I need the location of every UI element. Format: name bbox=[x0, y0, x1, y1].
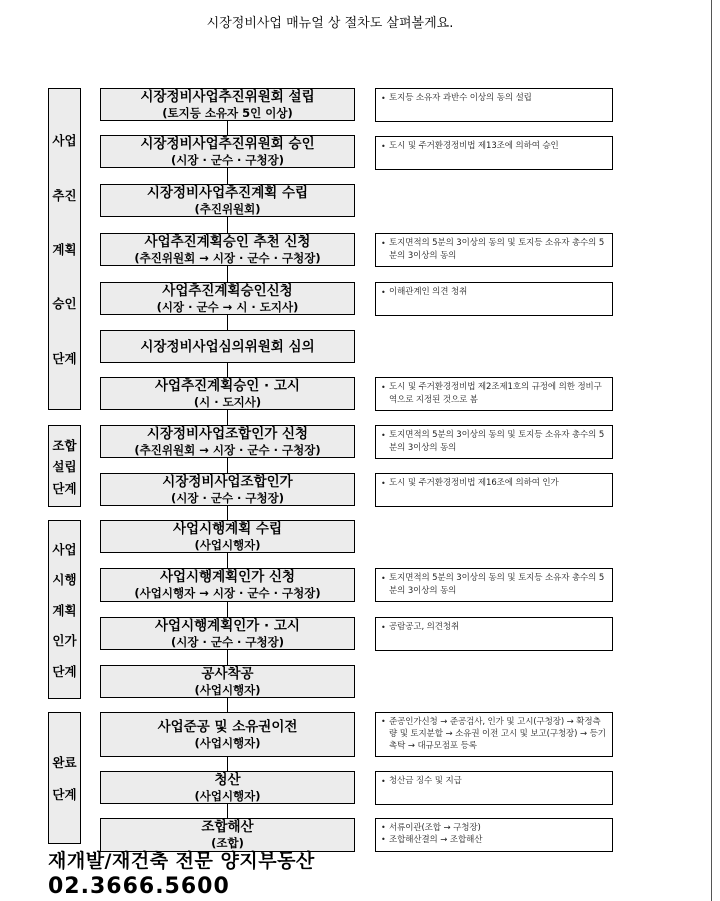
stage-line: 사업 bbox=[52, 541, 77, 557]
stage-line: 단계 bbox=[52, 663, 77, 679]
page-edge-line bbox=[711, 0, 712, 901]
note-item: • 토지면적의 5분의 3이상의 동의 및 토지등 소유자 총수의 5분의 3이상의 동의 bbox=[389, 572, 608, 598]
note-item: • 토지면적의 5분의 3이상의 동의 및 토지등 소유자 총수의 5분의 3이상의 동의 bbox=[389, 237, 608, 263]
note-item: • 공람공고, 의견청취 bbox=[389, 621, 608, 634]
step-title: 사업준공 및 소유권이전 bbox=[157, 718, 298, 735]
stage-line: 단계 bbox=[52, 350, 77, 366]
step-note bbox=[375, 771, 613, 805]
stage-line: 단계 bbox=[52, 480, 77, 496]
process-step bbox=[100, 233, 355, 266]
stage-line: 승인 bbox=[52, 296, 77, 312]
step-title: 사업시행계획인가 · 고시 bbox=[155, 617, 300, 634]
step-note bbox=[375, 568, 613, 602]
step-subtitle: (추진위원회) bbox=[194, 201, 261, 216]
note-item: • 토지면적의 5분의 3이상의 동의 및 토지등 소유자 총수의 5분의 3이상의 동의 bbox=[389, 429, 608, 455]
process-step bbox=[100, 568, 355, 602]
step-title: 사업시행계획 수립 bbox=[172, 520, 283, 537]
process-step bbox=[100, 665, 355, 698]
note-item: • 토지등 소유자 과반수 이상의 동의 설립 bbox=[389, 92, 608, 105]
process-step bbox=[100, 818, 355, 852]
stage-line: 시행 bbox=[52, 572, 77, 587]
step-title: 시장정비사업추진위원회 승인 bbox=[140, 135, 315, 152]
step-note bbox=[375, 712, 613, 757]
step-title: 시장정비사업조합인가 bbox=[162, 473, 293, 490]
step-note bbox=[375, 425, 613, 459]
stage-line: 단계 bbox=[52, 787, 77, 802]
process-step bbox=[100, 282, 355, 315]
note-item: • 준공인가신청 → 준공검사, 인가 및 고시(구청장) → 확정측량 및 토지분할 → 소유권 이전 고시 및 보고(구청장) → 등기촉탁 → 대규모점포 등록 bbox=[389, 716, 608, 752]
note-item: • 도시 및 주거환경정비법 제2조제1호의 규정에 의한 정비구역으로 지정된 것으로 봄 bbox=[389, 381, 608, 407]
step-subtitle: (시 · 도지사) bbox=[193, 394, 262, 409]
step-subtitle: (사업시행자 → 시장 · 군수 · 구청장) bbox=[134, 586, 321, 600]
footer-company: 재개발/재건축 전문 양지부동산 bbox=[48, 850, 315, 872]
stage-label bbox=[48, 425, 81, 507]
page-header: 시장정비사업 매뉴얼 상 절차도 살펴볼게요. bbox=[206, 16, 454, 31]
process-step bbox=[100, 520, 355, 553]
process-step bbox=[100, 473, 355, 506]
step-title: 조합해산 bbox=[201, 819, 254, 835]
stage-line: 계획 bbox=[52, 602, 77, 618]
step-subtitle: (추진위원회 → 시장 · 군수 · 구청장) bbox=[134, 250, 321, 265]
step-title: 사업추진계획승인 · 고시 bbox=[155, 377, 300, 394]
note-item: • 도시 및 주거환경정비법 제13조에 의하여 승인 bbox=[389, 140, 608, 153]
step-subtitle: (조합) bbox=[211, 836, 244, 850]
step-subtitle: (사업시행자) bbox=[194, 537, 261, 552]
step-subtitle: (추진위원회 → 시장 · 군수 · 구청장) bbox=[134, 442, 321, 457]
step-note bbox=[375, 88, 613, 122]
stage-line: 조합 bbox=[52, 437, 77, 453]
process-step bbox=[100, 135, 355, 168]
step-subtitle: (사업시행자) bbox=[194, 682, 261, 697]
note-item: • 조합해산결의 → 조합해산 bbox=[389, 834, 608, 846]
step-subtitle: (사업시행자) bbox=[194, 735, 261, 750]
step-subtitle: (시장 · 군수 · 구청장) bbox=[170, 490, 285, 505]
process-step bbox=[100, 88, 355, 121]
step-title: 사업시행계획인가 신청 bbox=[159, 569, 296, 585]
footer-phone: 02.3666.5600 bbox=[48, 874, 230, 899]
step-title: 시장정비사업조합인가 신청 bbox=[146, 425, 309, 442]
step-title: 청산 bbox=[214, 771, 241, 788]
process-step bbox=[100, 712, 355, 757]
step-note bbox=[375, 818, 613, 852]
note-item: • 청산금 징수 및 지급 bbox=[389, 775, 608, 788]
process-step bbox=[100, 377, 355, 410]
stage-line: 추진 bbox=[52, 187, 77, 203]
process-step bbox=[100, 330, 355, 363]
process-step bbox=[100, 771, 355, 804]
process-step bbox=[100, 425, 355, 458]
step-note bbox=[375, 233, 613, 267]
note-item: • 도시 및 주거환경정비법 제16조에 의하여 인가 bbox=[389, 477, 608, 490]
process-step bbox=[100, 617, 355, 650]
step-title: 사업추진계획승인 추천 신청 bbox=[144, 233, 311, 250]
step-title: 시장정비사업추진계획 수립 bbox=[146, 184, 309, 201]
stage-line: 설립 bbox=[52, 459, 77, 474]
step-note bbox=[375, 377, 613, 411]
step-note bbox=[375, 473, 613, 507]
note-item: • 이해관계인 의견 청취 bbox=[389, 286, 608, 299]
stage-line: 완료 bbox=[52, 755, 77, 770]
step-note bbox=[375, 617, 613, 651]
step-title: 사업추진계획승인신청 bbox=[162, 282, 293, 299]
stage-label bbox=[48, 712, 81, 844]
note-item: • 서류이관(조합 → 구청장) bbox=[389, 822, 608, 834]
stage-label bbox=[48, 88, 81, 410]
step-note bbox=[375, 282, 613, 316]
step-note bbox=[375, 136, 613, 170]
step-title: 시장정비사업추진위원회 설립 bbox=[140, 88, 315, 105]
step-title: 시장정비사업심의위원회 심의 bbox=[140, 338, 315, 355]
step-subtitle: (시장 · 군수 · 구청장) bbox=[170, 152, 285, 167]
step-title: 공사착공 bbox=[201, 665, 254, 682]
step-subtitle: (시장 · 군수 → 시 · 도지사) bbox=[156, 299, 299, 314]
stage-line: 인가 bbox=[52, 633, 77, 648]
stage-line: 계획 bbox=[52, 241, 77, 257]
stage-label bbox=[48, 520, 81, 699]
step-subtitle: (시장 · 군수 · 구청장) bbox=[170, 634, 285, 649]
process-step bbox=[100, 184, 355, 217]
step-subtitle: (토지등 소유자 5인 이상) bbox=[162, 105, 293, 120]
step-subtitle: (사업시행자) bbox=[194, 788, 261, 803]
stage-line: 사업 bbox=[52, 133, 77, 149]
